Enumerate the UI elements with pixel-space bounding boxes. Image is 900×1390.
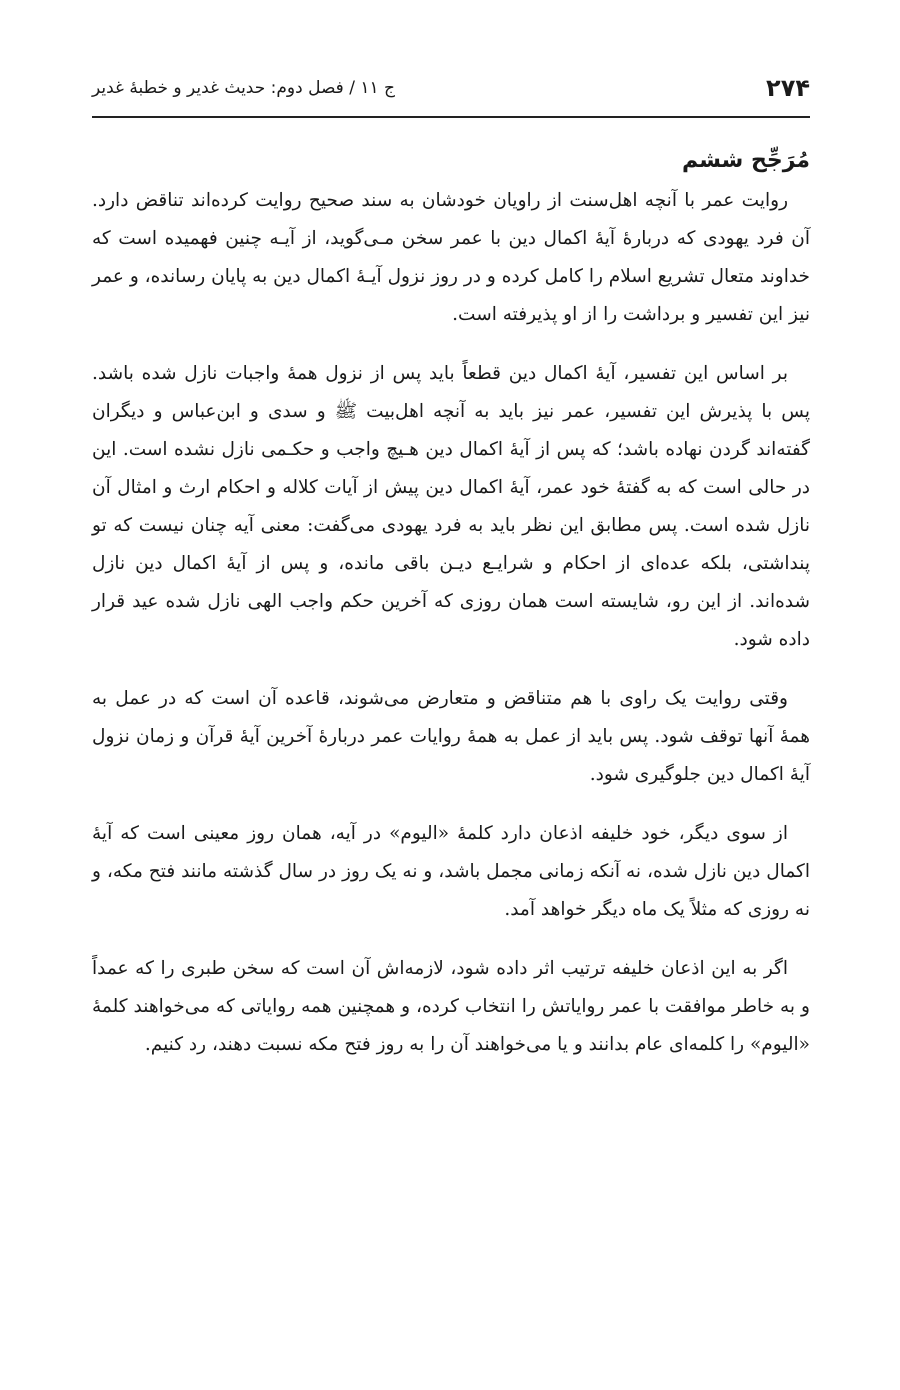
main-content <box>92 140 810 1085</box>
running-title: ج ۱۱ / فصل دوم: حدیث غدیر و خطبهٔ غدیر <box>92 78 396 98</box>
section-heading: مُرَجِّح ششم <box>682 148 810 173</box>
paragraph-4: از سوی دیگر، خود خلیفه اذعان دارد کلمهٔ «الیوم» در آیه، همان روز معینی است که آیهٔ اکمال دین نازل شده، نه آنکه زمانی مجمل باشد، و نه یک روز در سال گذشته مانند فتح مکه، و نه روزی که مثلاً یک ماه دیگر خواهد آمد. <box>92 823 810 920</box>
page-number: ۲۷۴ <box>766 74 810 102</box>
paragraph-2: بر اساس این تفسیر، آیهٔ اکمال دین قطعاً باید پس از نزول همهٔ واجبات نازل شده باشد. پس با پذیرش این تفسیر، عمر نیز باید به آنچه اهل‌بیت ﷺ و سدی و ابن‌عباس و دیگران گفته‌اند گردن نهاده باشد؛ که پس از آیهٔ اکمال دین هـیچ واجب و حکـمی نازل نشده است. این در حالی است که به گفتهٔ خود عمر، آیهٔ اکمال دین پیش از آیات کلاله و احکام ارث و امثال آن نازل شده است. پس مطابق این نظر باید به فرد یهودی می‌گفت: معنی آیه چنان نیست که تو پنداشتی، بلکه عده‌ای از احکام و شرایـع دیـن باقی مانده، و پس از آیهٔ اکمال دین نازل شده‌اند. از این رو، شایسته است همان روزی که آخرین حکم واجب الهی نازل شده عید قرار داده شود. <box>92 363 810 650</box>
paragraph-1: روایت عمر با آنچه اهل‌سنت از راویان خودشان به سند صحیح روایت کرده‌اند تناقض دارد. آن فرد یهودی که دربارهٔ آیهٔ اکمال دین با عمر سخن مـی‌گوید، از آیـه چنین فهمیده است که خداوند متعال تشریع اسلام را کامل کرده و در روز نزول آیـهٔ اکمال دین به پایان رسانده، و عمر نیز این تفسیر و برداشت را از او پذیرفته است. <box>92 190 810 325</box>
header-divider <box>92 116 810 118</box>
page-header <box>92 68 810 108</box>
paragraph-3: وقتی روایت یک راوی با هم متناقض و متعارض می‌شوند، قاعده آن است که در عمل به همهٔ آنها توقف شود. پس باید از عمل به همهٔ روایات عمر دربارهٔ آخرین آیهٔ قرآن و زمان نزول آیهٔ اکمال دین جلوگیری شود. <box>92 688 810 785</box>
paragraph-5: اگر به این اذعان خلیفه ترتیب اثر داده شود، لازمه‌اش آن است که سخن طبری را که عمداً و به خاطر موافقت با عمر روایاتش را انتخاب کرده، و همچنین همه روایاتی که می‌خواهند کلمهٔ «الیوم» را کلمه‌ای عام بدانند و یا می‌خواهند آن را به روز فتح مکه نسبت دهند، رد کنیم. <box>92 958 810 1055</box>
